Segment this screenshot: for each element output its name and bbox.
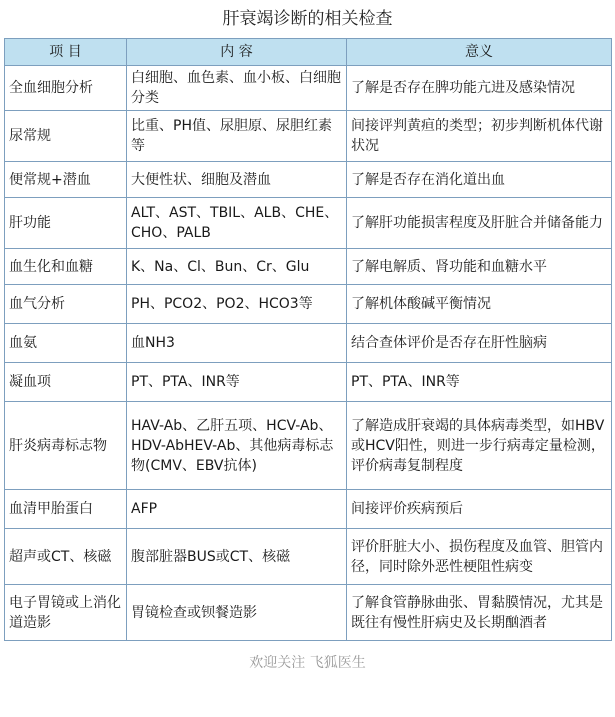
table-row <box>5 529 612 585</box>
cell-content: AFP <box>127 490 347 529</box>
table-row <box>5 66 612 111</box>
table-row <box>5 249 612 285</box>
cell-meaning: 了解电解质、肾功能和血糖水平 <box>347 249 612 285</box>
cell-content: PT、PTA、INR等 <box>127 363 347 402</box>
cell-content: ALT、AST、TBIL、ALB、CHE、CHO、PALB <box>127 198 347 249</box>
cell-content: PH、PCO2、PO2、HCO3等 <box>127 285 347 324</box>
cell-item: 血生化和血糖 <box>5 249 127 285</box>
table-row <box>5 198 612 249</box>
exam-table <box>4 38 612 641</box>
cell-item: 全血细胞分析 <box>5 66 127 111</box>
cell-item: 肝炎病毒标志物 <box>5 402 127 490</box>
header-item: 项 目 <box>5 39 127 66</box>
table-row <box>5 162 612 198</box>
cell-item: 血清甲胎蛋白 <box>5 490 127 529</box>
cell-meaning: 了解造成肝衰竭的具体病毒类型，如HBV或HCV阳性，则进一步行病毒定量检测，评价病毒复制程度 <box>347 402 612 490</box>
cell-content: 白细胞、血色素、血小板、白细胞分类 <box>127 66 347 111</box>
header-meaning: 意义 <box>347 39 612 66</box>
cell-meaning: 了解是否存在脾功能亢进及感染情况 <box>347 66 612 111</box>
cell-meaning: 了解食管静脉曲张、胃黏膜情况，尤其是既往有慢性肝病史及长期酗酒者 <box>347 585 612 641</box>
table-row <box>5 111 612 162</box>
cell-item: 尿常规 <box>5 111 127 162</box>
cell-item: 电子胃镜或上消化道造影 <box>5 585 127 641</box>
cell-content: 比重、PH值、尿胆原、尿胆红素等 <box>127 111 347 162</box>
cell-content: 腹部脏器BUS或CT、核磁 <box>127 529 347 585</box>
cell-item: 超声或CT、核磁 <box>5 529 127 585</box>
cell-content: K、Na、Cl、Bun、Cr、Glu <box>127 249 347 285</box>
header-content: 内 容 <box>127 39 347 66</box>
cell-meaning: 间接评判黄疸的类型；初步判断机体代谢状况 <box>347 111 612 162</box>
page-title: 肝衰竭诊断的相关检查 <box>222 9 393 29</box>
table-row <box>5 402 612 490</box>
cell-content: 血NH3 <box>127 324 347 363</box>
cell-item: 血气分析 <box>5 285 127 324</box>
cell-content: HAV-Ab、乙肝五项、HCV-Ab、HDV-AbHEV-Ab、其他病毒标志物(CMV、EBV抗体) <box>127 402 347 490</box>
table-row <box>5 490 612 529</box>
cell-content: 大便性状、细胞及潜血 <box>127 162 347 198</box>
cell-content: 胃镜检查或钡餐造影 <box>127 585 347 641</box>
cell-meaning: 评价肝脏大小、损伤程度及血管、胆管内径，同时除外恶性梗阻性病变 <box>347 529 612 585</box>
cell-meaning: 间接评价疾病预后 <box>347 490 612 529</box>
table-row <box>5 585 612 641</box>
footer-watermark: 欢迎关注 飞狐医生 <box>249 655 366 671</box>
cell-item: 肝功能 <box>5 198 127 249</box>
cell-meaning: 了解机体酸碱平衡情况 <box>347 285 612 324</box>
table-header-row <box>5 39 612 66</box>
table-row <box>5 285 612 324</box>
cell-item: 血氨 <box>5 324 127 363</box>
cell-item: 凝血项 <box>5 363 127 402</box>
cell-item: 便常规+潜血 <box>5 162 127 198</box>
cell-meaning: 了解是否存在消化道出血 <box>347 162 612 198</box>
cell-meaning: 结合查体评价是否存在肝性脑病 <box>347 324 612 363</box>
table-row <box>5 324 612 363</box>
cell-meaning: PT、PTA、INR等 <box>347 363 612 402</box>
cell-meaning: 了解肝功能损害程度及肝脏合并储备能力 <box>347 198 612 249</box>
table-row <box>5 363 612 402</box>
